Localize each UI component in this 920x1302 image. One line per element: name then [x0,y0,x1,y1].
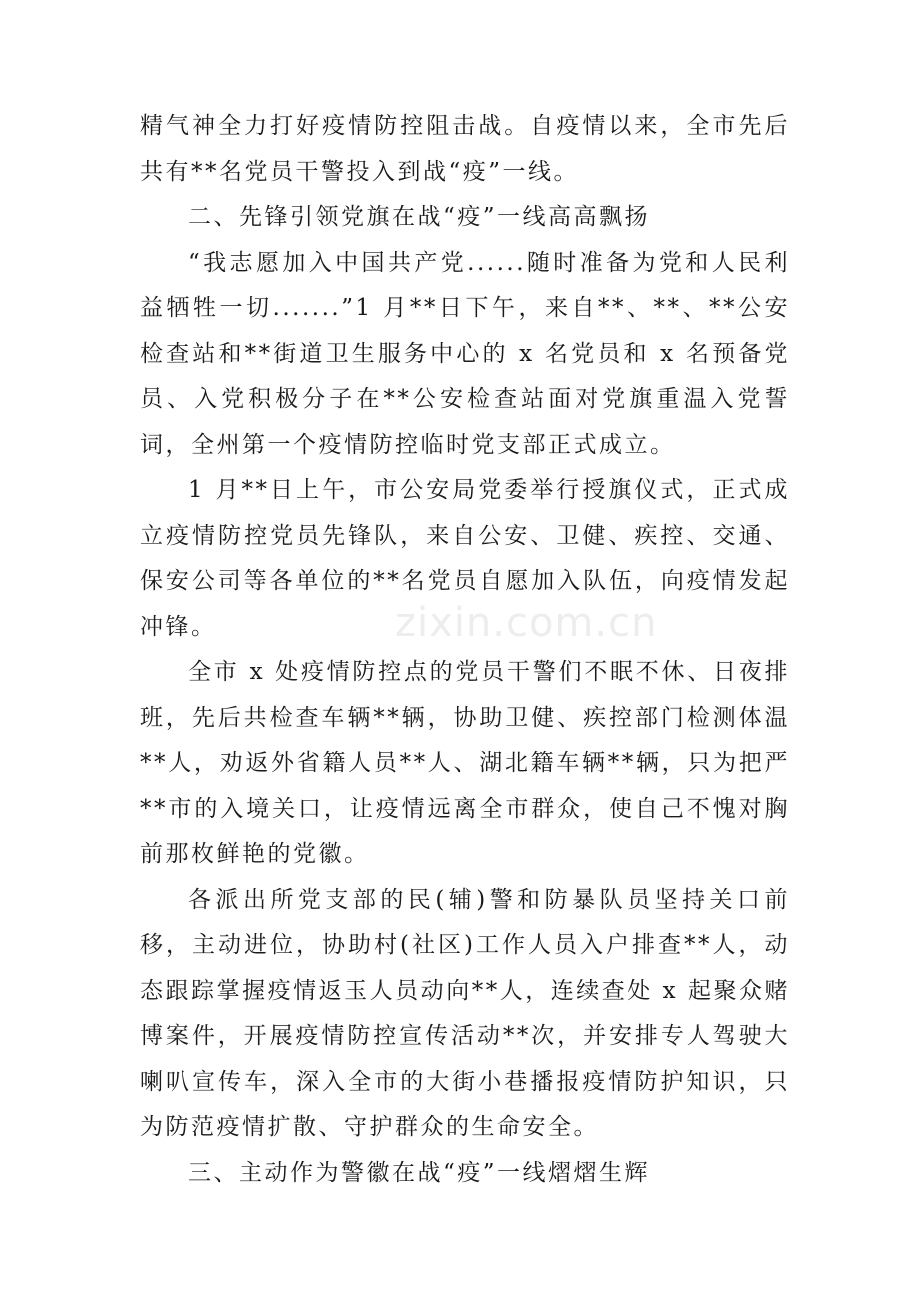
paragraph-vanguard-team: 1 月**日上午，市公安局党委举行授旗仪式，正式成立疫情防控党员先锋队，来自公安、卫健、疾控、交通、保安公司等各单位的**名党员自愿加入队伍，向疫情发起冲锋。 [140,477,790,640]
paragraph-police-stations: 各派出所党支部的民(辅)警和防暴队员坚持关口前移，主动进位，协助村(社区)工作人员入户排查**人，动态跟踪掌握疫情返玉人员动向**人，连续查处 x 起聚众赌博案件，开展疫情防控宣传活动**次，并安排专人驾驶大喇叭宣传车，深入全市的大街小巷播报疫情防护知识，只为防范疫情扩散、守护群众的生命安全。 [140,886,790,1140]
document-body [140,104,790,1196]
paragraph-oath: “我志愿加入中国共产党......随时准备为党和人民利益牺牲一切.......”1 月**日下午，来自**、**、**公安检查站和**街道卫生服务中心的 x 名党员和 x 名预备党员、入党积极分子在**公安检查站面对党旗重温入党誓词，全州第一个疫情防控临时党支部正式成立。 [140,249,790,458]
paragraph-checkpoints: 全市 x 处疫情防控点的党员干警们不眠不休、日夜排班，先后共检查车辆**辆，协助卫健、疾控部门检测体温**人，劝返外省籍人员**人、湖北籍车辆**辆，只为把严**市的入境关口，让疫情远离全市群众，使自己不愧对胸前那枚鲜艳的党徽。 [140,659,790,867]
watermark: zixin.com.cn [395,600,658,646]
paragraph-continuation: 精气神全力打好疫情防控阻击战。自疫情以来，全市先后共有**名党员干警投入到战“疫”一线。 [140,113,790,185]
section-heading-2: 二、先锋引领党旗在战“疫”一线高高飘扬 [188,204,651,230]
section-heading-3: 三、主动作为警徽在战“疫”一线熠熠生辉 [188,1159,651,1186]
